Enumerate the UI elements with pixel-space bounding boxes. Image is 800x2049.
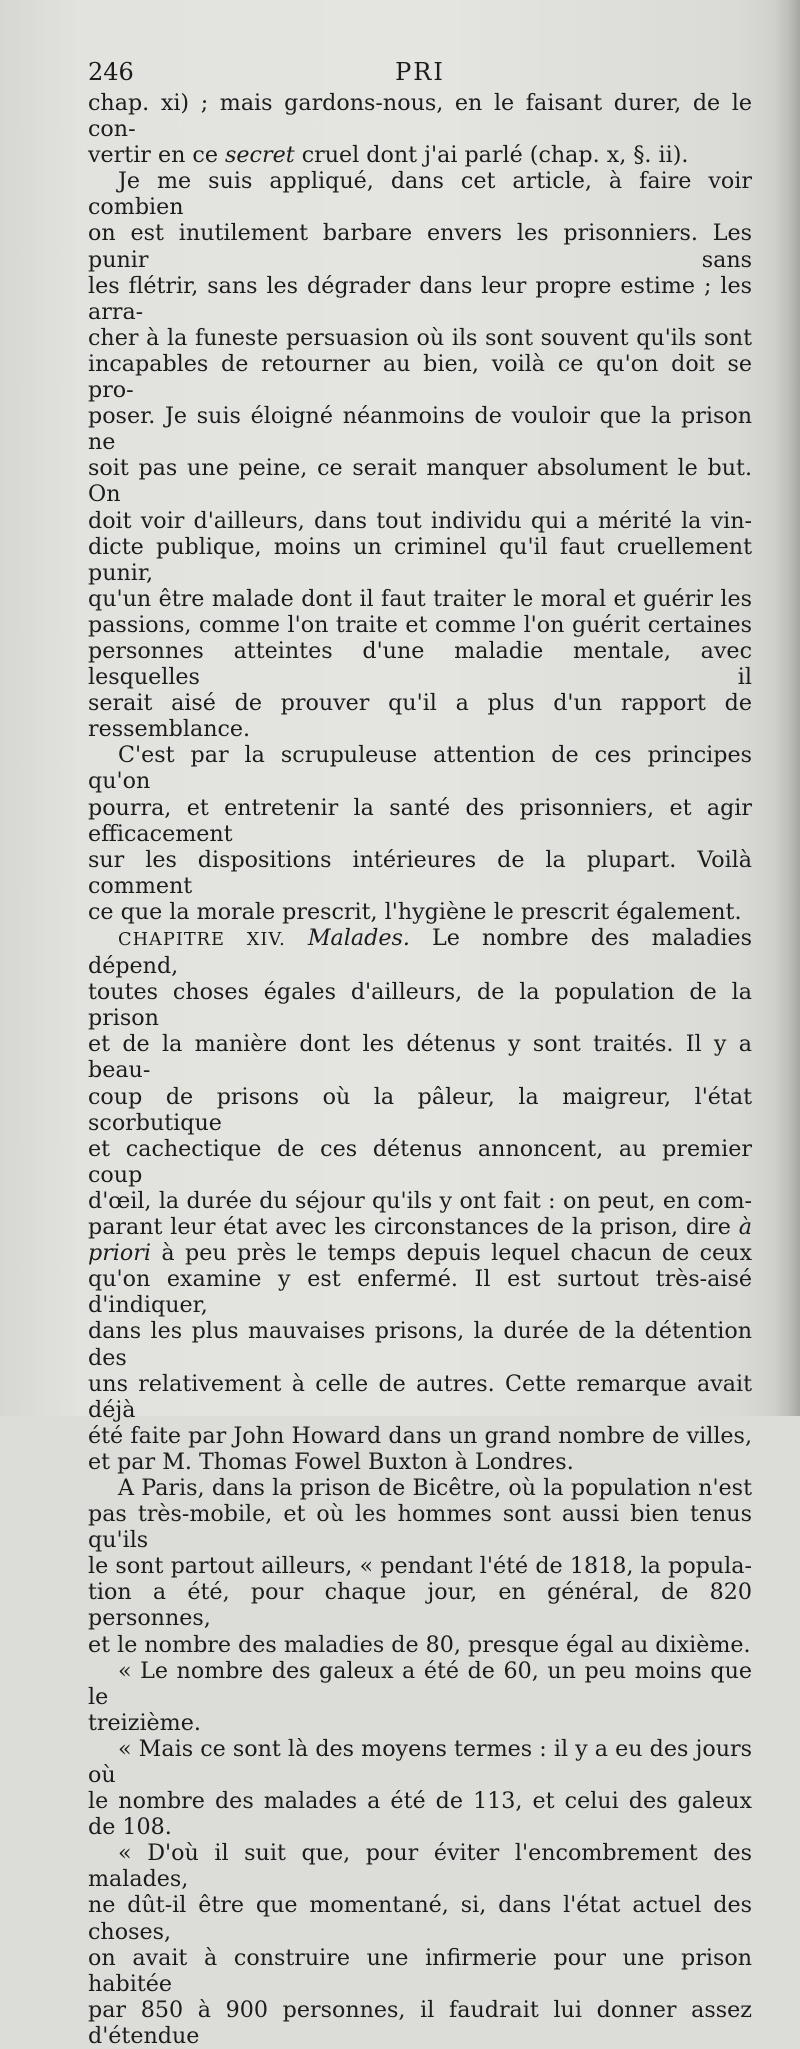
text-line: les flétrir, sans les dégrader dans leur propre estime ; les arra- [88, 272, 752, 325]
text-line: ce que la morale prescrit, l'hygiène le prescrit également. [88, 898, 742, 925]
text-line: doit voir d'ailleurs, dans tout individu qui a mérité la vin- [88, 507, 752, 534]
text-line: CHAPITRE XIV. Malades. Le nombre des maladies dépend, [88, 925, 752, 980]
text-line: « D'où il suit que, pour éviter l'encombrement des malades, [88, 1840, 752, 1893]
text-line: personnes atteintes d'une maladie mentale, avec lesquelles il [88, 637, 752, 691]
italic-text: à [738, 1214, 752, 1241]
text-line: « Mais ce sont là des moyens termes : il y a eu des jours où [88, 1735, 752, 1788]
text-line: et cachectique de ces détenus annoncent, au premier coup [88, 1135, 752, 1188]
text-line: cher à la funeste persuasion où ils sont souvent qu'ils sont [88, 324, 752, 351]
text-line: uns relativement à celle de autres. Cette remarque avait déjà [88, 1370, 752, 1423]
text-line: d'œil, la durée du séjour qu'ils y ont fait : on peut, en com- [88, 1187, 752, 1214]
text-line: « Le nombre des galeux a été de 60, un peu moins que le [88, 1657, 752, 1710]
text-line: serait aisé de prouver qu'il a plus d'un rapport de ressemblance. [88, 690, 752, 743]
running-head: PRI [395, 58, 445, 86]
page-header [88, 58, 752, 88]
text-line: dicte publique, moins un criminel qu'il faut cruellement punir, [88, 533, 752, 586]
text-line: vertir en ce secret cruel dont j'ai parlé (chap. x, §. ii). [88, 142, 689, 169]
text-line: de 108. [88, 1814, 172, 1841]
italic-text: priori [88, 1240, 151, 1267]
text-line: et de la manière dont les détenus y sont traités. Il y a beau- [88, 1031, 752, 1084]
text-line: priori à peu près le temps depuis lequel chacun de ceux [88, 1240, 752, 1267]
text-line: ne dût-il être que momentané, si, dans l'état actuel des choses, [88, 1892, 752, 1945]
italic-text: Malades. [307, 925, 410, 951]
chapter-label: CHAPITRE XIV. [118, 930, 286, 950]
text-line: été faite par John Howard dans un grand nombre de villes, [88, 1422, 752, 1449]
text-line: qu'un être malade dont il faut traiter le moral et guérir les [88, 585, 752, 612]
text-line: A Paris, dans la prison de Bicêtre, où la population n'est [118, 1474, 752, 1501]
text-line: parant leur état avec les circonstances de la prison, dire à [88, 1214, 752, 1241]
text-line: et le nombre des maladies de 80, presque égal au dixième. [88, 1631, 751, 1658]
page-edge-shadow [774, 0, 800, 1416]
text-line: C'est par la scrupuleuse attention de ces principes qu'on [88, 742, 752, 795]
text-line: Je me suis appliqué, dans cet article, à faire voir combien [88, 168, 752, 221]
text-line: pas très-mobile, et où les hommes sont aussi bien tenus qu'ils [88, 1501, 752, 1554]
text-line: incapables de retourner au bien, voilà ce qu'on doit se pro- [88, 350, 752, 404]
text-line: treizième. [88, 1709, 201, 1736]
text-line: passions, comme l'on traite et comme l'on guérit certaines [88, 611, 752, 638]
text-line: pourra, et entretenir la santé des prisonniers, et agir efficacement [88, 794, 752, 847]
text-line: soit pas une peine, ce serait manquer absolument le but. On [88, 455, 752, 508]
text-line: dans les plus mauvaises prisons, la durée de la détention des [88, 1318, 752, 1371]
text-line: poser. Je suis éloigné néanmoins de vouloir que la prison ne [88, 403, 752, 456]
body-text [88, 90, 752, 2049]
text-line: le sont partout ailleurs, « pendant l'été de 1818, la popula- [88, 1553, 752, 1580]
text-line: chap. xi) ; mais gardons-nous, en le faisant durer, de le con- [88, 90, 752, 143]
text-line: par 850 à 900 personnes, il faudrait lui donner assez d'étendue [88, 1996, 752, 2049]
text-line: et par M. Thomas Fowel Buxton à Londres. [88, 1448, 574, 1475]
text-line: le nombre des malades a été de 113, et celui des galeux [88, 1788, 752, 1815]
text-line: on avait à construire une infirmerie pour une prison habitée [88, 1944, 752, 1997]
text-line: on est inutilement barbare envers les prisonniers. Les punir sans [88, 220, 752, 273]
text-line: tion a été, pour chaque jour, en général, de 820 personnes, [88, 1579, 752, 1632]
text-line: toutes choses égales d'ailleurs, de la population de la prison [88, 979, 752, 1032]
text-line: coup de prisons où la pâleur, la maigreur, l'état scorbutique [88, 1083, 752, 1136]
text-line: sur les dispositions intérieures de la plupart. Voilà comment [88, 846, 752, 899]
italic-text: secret [225, 142, 295, 169]
page-number: 246 [88, 58, 134, 86]
text-line: qu'on examine y est enfermé. Il est surtout très-aisé d'indiquer, [88, 1266, 752, 1319]
